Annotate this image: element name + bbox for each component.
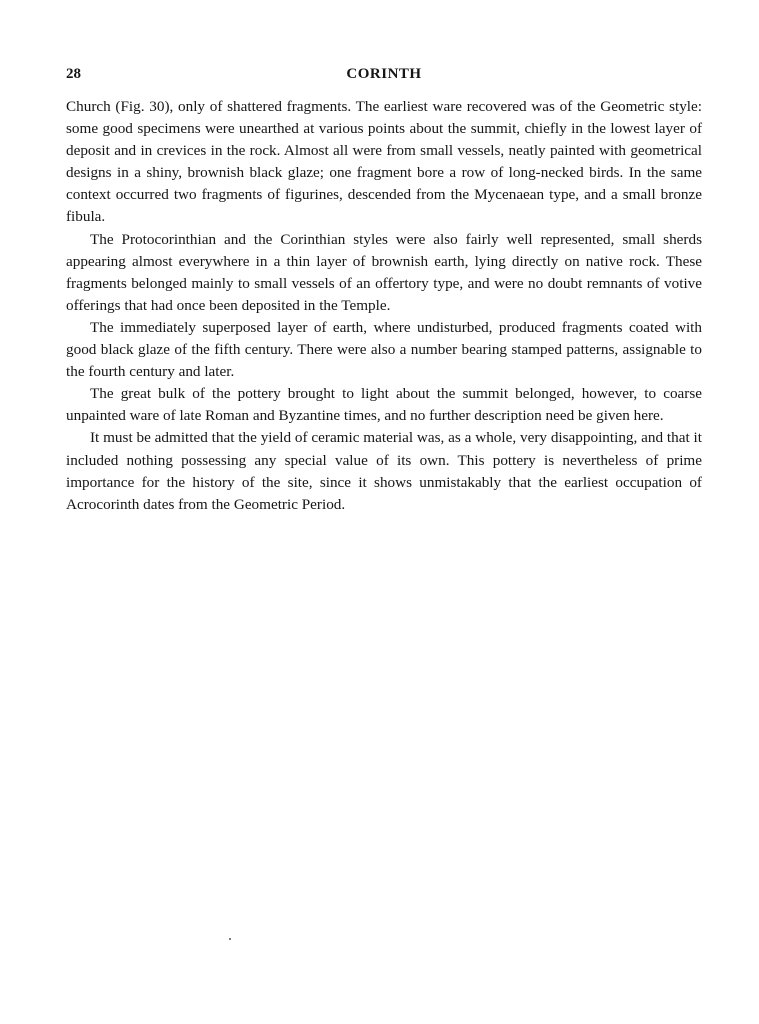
paragraph-coarse-ware: The great bulk of the pottery brought to light about the summit belonged, however, to coarse unpainted ware of late Roman and Byzantine times, and no further description need be given here. [66,385,702,425]
paragraph-continued: Church (Fig. 30), only of shattered fragments. The earliest ware recovered was of the Geometric style: some good specimens were unearthed at various points about the summit, chiefly in the lowest layer of deposit and in crevices in the rock. Almost all were from small vessels, neatly painted with geometrical designs in a shiny, brownish black glaze; one fragment bore a row of long-necked birds. In the same context occurred two fragments of figurines, descended from the Mycenaean type, and a small bronze fibula. [66,98,702,226]
paragraph-protocorinthian: The Protocorinthian and the Corinthian styles were also fairly well represented, small sherds appearing almost everywhere in a thin layer of brownish earth, lying directly on native rock. These fragments belonged mainly to small vessels of an offertory type, and were no doubt remnants of votive offerings that had once been deposited in the Temple. [66,230,702,314]
paragraph-superposed-layer: The immediately superposed layer of earth, where undisturbed, produced fragments coated with good black glaze of the fifth century. There were also a number bearing stamped patterns, assignable to the fourth century and later. [66,318,702,381]
page-number: 28 [66,66,81,82]
running-header [66,62,702,86]
scan-speck [229,938,231,940]
running-title: CORINTH [346,66,422,82]
paragraph-conclusion: It must be admitted that the yield of ceramic material was, as a whole, very disappointing, and that it included nothing possessing any special value of its own. This pottery is nevertheless of prime importance for the history of the site, since it shows unmistakably that the earliest occupation of Acrocorinth dates from the Geometric Period. [66,429,702,513]
body-text [66,96,702,516]
document-page [66,62,702,516]
